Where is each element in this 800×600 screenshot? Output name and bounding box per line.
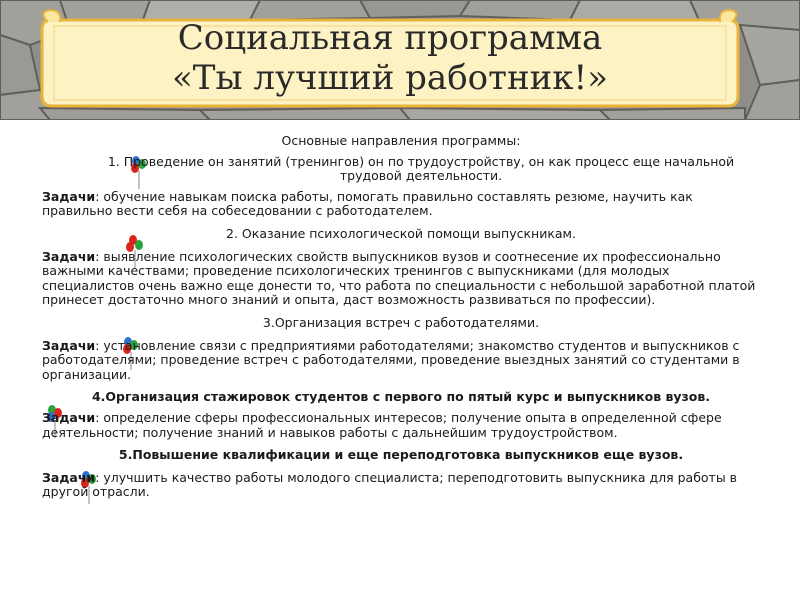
section-tasks bbox=[42, 471, 760, 500]
tasks-text: : установление связи с предприятиями работодателями; знакомство студентов и выпускников с работодателями; проведение встреч с работодателями, проведение выездных занятий со студентами в организации. bbox=[42, 337, 740, 382]
section-heading: 2. Оказание психологической помощи выпускникам. bbox=[226, 225, 576, 241]
title-scroll-banner bbox=[40, 8, 740, 108]
section-heading: 1. Проведение он занятий (тренингов) он по трудоустройству, он как процесс еще начальной трудовой деятельности. bbox=[107, 153, 735, 184]
tasks-label: Задачи bbox=[42, 248, 96, 264]
section-heading: 4.Организация стажировок студентов с первого по пятый курс и выпускников вузов. bbox=[91, 389, 711, 405]
tasks-text: : обучение навыкам поиска работы, помогать правильно составлять резюме, научить как правильно вести себя на собеседовании с работодателем. bbox=[42, 188, 693, 219]
section-heading: 5.Повышение квалификации и еще переподготовка выпускников еще вузов. bbox=[118, 447, 684, 463]
title-line-1: Социальная программа bbox=[177, 18, 603, 58]
section-tasks bbox=[42, 411, 760, 440]
page-title bbox=[60, 18, 720, 98]
section-tasks bbox=[42, 250, 760, 308]
intro-heading: Основные направления программы: bbox=[281, 133, 521, 148]
section-tasks bbox=[42, 339, 760, 383]
tasks-text: : улучшить качество работы молодого специалиста; переподготовить выпускника для работы в другой отрасли. bbox=[42, 469, 738, 500]
tasks-label: Задачи bbox=[42, 188, 96, 204]
tasks-label: Задачи bbox=[42, 337, 96, 353]
tasks-text: : выявление психологических свойств выпускников вузов и соотнесение их профессионально важными качествами; проведение психологических тренингов с выпускниками (для молодых специалистов очень важно еще донести то, что работа по специальности с небольшой заработной платой принесет достаточно много знаний и опыта, даст возможность развиваться по профессии). bbox=[42, 248, 756, 308]
tasks-label: Задачи bbox=[42, 409, 96, 425]
section-tasks bbox=[42, 190, 760, 219]
section-heading: 3.Организация встреч с работодателями. bbox=[262, 314, 540, 330]
tasks-text: : определение сферы профессиональных интересов; получение опыта в определенной сфере деятельности; получение знаний и навыков работы с дальнейшим трудоустройством. bbox=[42, 409, 722, 440]
tasks-label: Задачи bbox=[42, 469, 96, 485]
program-content bbox=[42, 134, 760, 500]
title-line-2: «Ты лучший работник!» bbox=[172, 58, 608, 98]
